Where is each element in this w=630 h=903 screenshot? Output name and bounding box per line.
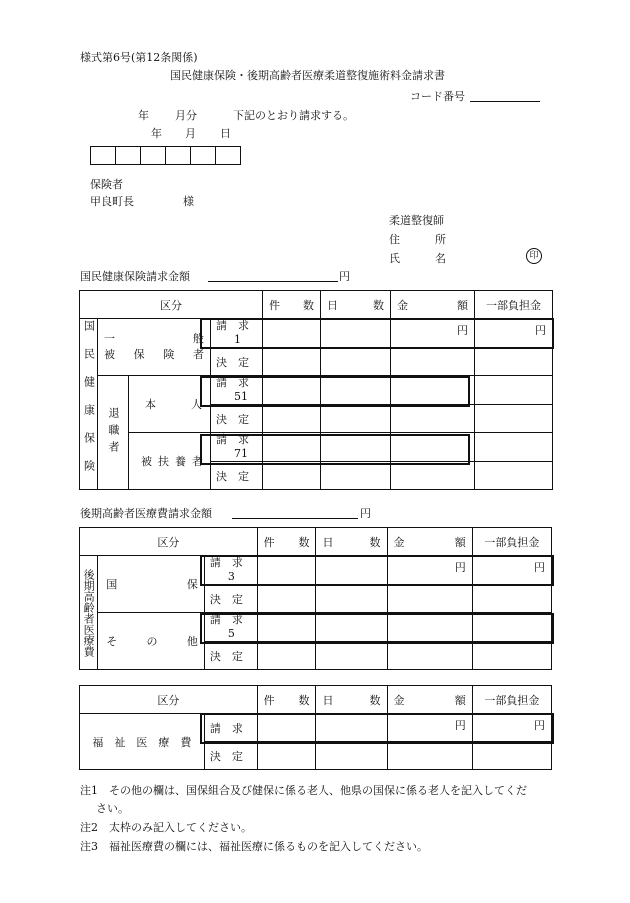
nhi-amount-field[interactable] (208, 268, 338, 282)
kensu-cell[interactable] (257, 556, 316, 585)
header-nissu-2: 数 (369, 693, 381, 707)
note-3: 注3 福祉医療費の欄には、福祉医療に係るものを記入してください。 (80, 840, 428, 853)
seikyu-label: 請 求 (204, 714, 257, 742)
period-text: 下記のとおり請求する。 (233, 109, 354, 122)
seikyu-label: 請 求 (216, 319, 249, 332)
nhi-table (79, 290, 553, 490)
header-kensu-2: 数 (298, 693, 310, 707)
header-kensu-1: 件 (263, 535, 275, 549)
nissu-cell[interactable] (321, 319, 391, 348)
honnin-1: 本 (145, 398, 156, 411)
seikyu-label: 請 求 (209, 613, 243, 626)
kensu-cell[interactable] (263, 319, 321, 348)
address-label-2: 所 (435, 233, 446, 246)
elderly-amount-label: 後期高齢者医療費請求金額 (80, 507, 212, 520)
kokuho-1: 国 (106, 578, 118, 591)
retired-label: 退職者 (107, 407, 120, 458)
honorific: 様 (183, 195, 194, 208)
code-box[interactable] (90, 146, 116, 165)
kensu-cell[interactable] (257, 613, 316, 642)
period-year-label: 年 (138, 109, 149, 122)
insurer-name: 甲良町長 (90, 195, 134, 208)
code-71: 71 (234, 447, 248, 460)
header-futan: 一部負担金 (475, 291, 553, 319)
note-1-cont: さい。 (96, 802, 129, 815)
kettei-label: 決 定 (211, 348, 263, 376)
header-kingaku-2: 額 (454, 535, 466, 549)
header-nissu-1: 日 (322, 535, 334, 549)
date-day-label: 日 (220, 127, 231, 140)
sonota-1: そ (106, 635, 118, 648)
elderly-amount-field[interactable] (232, 505, 358, 519)
header-kensu-2: 数 (298, 535, 310, 549)
nhi-side-label: 国民健康保険 (82, 320, 96, 488)
welfare-table (79, 685, 552, 770)
kettei-label: 決 定 (204, 585, 257, 613)
header-kingaku-1: 金 (393, 693, 405, 707)
header-kingaku-1: 金 (393, 535, 405, 549)
futan-cell[interactable] (472, 613, 551, 642)
code-boxes[interactable] (90, 146, 241, 165)
kingaku-cell[interactable]: 円 (391, 319, 475, 348)
general-4: 保 (133, 348, 145, 361)
date-month-label: 月 (185, 127, 196, 140)
header-kensu-2: 数 (303, 298, 314, 312)
header-kensu-1: 件 (263, 693, 275, 707)
note-2: 注2 太枠のみ記入してください。 (80, 821, 252, 834)
nhi-amount-yen: 円 (339, 270, 350, 283)
sonota-2: の (146, 635, 158, 648)
nissu-cell[interactable] (321, 376, 391, 405)
kensu-cell[interactable] (257, 714, 316, 742)
date-year-label: 年 (151, 127, 162, 140)
elderly-side-label: 後期高齢者医療費 (82, 568, 96, 657)
general-1: 一 (104, 332, 115, 345)
header-nissu-1: 日 (322, 693, 334, 707)
header-futan: 一部負担金 (472, 528, 551, 556)
fukushi-label: 福 祉 医 療 費 (80, 714, 205, 770)
name-label-1: 氏 (389, 252, 400, 265)
seikyu-label: 請 求 (209, 556, 243, 569)
note-1: 注1 その他の欄は、国保組合及び健保に係る老人、他県の国保に係る老人を記入してくだ (80, 784, 527, 797)
futan-cell[interactable]: 円 (472, 556, 551, 585)
header-kingaku-1: 金 (397, 298, 408, 312)
seal-icon: 印 (526, 248, 542, 264)
kingaku-cell[interactable] (391, 433, 475, 462)
general-3: 被 (104, 348, 115, 361)
kingaku-cell[interactable] (391, 376, 475, 405)
nissu-cell[interactable] (316, 714, 387, 742)
fuyo-label: 被扶養者 (129, 433, 211, 490)
header-nissu-2: 数 (373, 298, 384, 312)
code-3: 3 (227, 570, 235, 583)
code-51: 51 (234, 390, 248, 403)
futan-cell[interactable]: 円 (475, 319, 553, 348)
kensu-cell[interactable] (263, 376, 321, 405)
code-box[interactable] (115, 146, 141, 165)
code-box[interactable] (215, 146, 241, 165)
form-number: 様式第6号(第12条関係) (80, 51, 198, 64)
nhi-amount-label: 国民健康保険請求金額 (80, 270, 190, 283)
kingaku-cell[interactable]: 円 (387, 714, 472, 742)
sonota-3: 他 (186, 635, 198, 648)
nissu-cell[interactable] (321, 433, 391, 462)
code-5: 5 (227, 627, 235, 640)
kingaku-cell[interactable]: 円 (387, 556, 472, 585)
honnin-2: 人 (191, 398, 202, 411)
general-2: 般 (193, 332, 204, 345)
code-box[interactable] (165, 146, 191, 165)
code-box[interactable] (190, 146, 216, 165)
header-kubun: 区分 (80, 528, 258, 556)
header-kingaku-2: 額 (457, 298, 468, 312)
kettei-label: 決 定 (211, 405, 263, 433)
elderly-table (79, 527, 552, 670)
kingaku-cell[interactable] (387, 613, 472, 642)
general-5: 険 (163, 348, 175, 361)
futan-cell[interactable]: 円 (472, 714, 551, 742)
seikyu-label: 請 求 (216, 433, 249, 446)
nissu-cell[interactable] (316, 613, 387, 642)
period-month-label: 月分 (175, 109, 197, 122)
kettei-label: 決 定 (204, 642, 257, 670)
kensu-cell[interactable] (263, 433, 321, 462)
code-number-field[interactable] (470, 88, 540, 102)
header-kubun: 区分 (80, 686, 258, 714)
name-label-2: 名 (435, 252, 446, 265)
header-kingaku-2: 額 (454, 693, 466, 707)
insurer-label: 保険者 (90, 178, 123, 191)
form-title: 国民健康保険・後期高齢者医療柔道整復施術料金請求書 (170, 69, 445, 82)
address-label-1: 住 (389, 233, 400, 246)
general-6: 者 (192, 348, 204, 361)
header-kensu-1: 件 (269, 298, 280, 312)
header-nissu-2: 数 (369, 535, 381, 549)
header-kubun: 区分 (80, 291, 263, 319)
code-box[interactable] (140, 146, 166, 165)
practitioner-label: 柔道整復師 (389, 214, 444, 227)
header-futan: 一部負担金 (472, 686, 551, 714)
code-1: 1 (234, 333, 241, 346)
code-label: コード番号 (410, 90, 465, 103)
nissu-cell[interactable] (316, 556, 387, 585)
seikyu-label: 請 求 (216, 376, 249, 389)
elderly-amount-yen: 円 (360, 507, 371, 520)
kokuho-2: 保 (186, 578, 198, 591)
kettei-label: 決 定 (204, 742, 257, 770)
header-nissu-1: 日 (327, 298, 338, 312)
kettei-label: 決 定 (211, 462, 263, 490)
